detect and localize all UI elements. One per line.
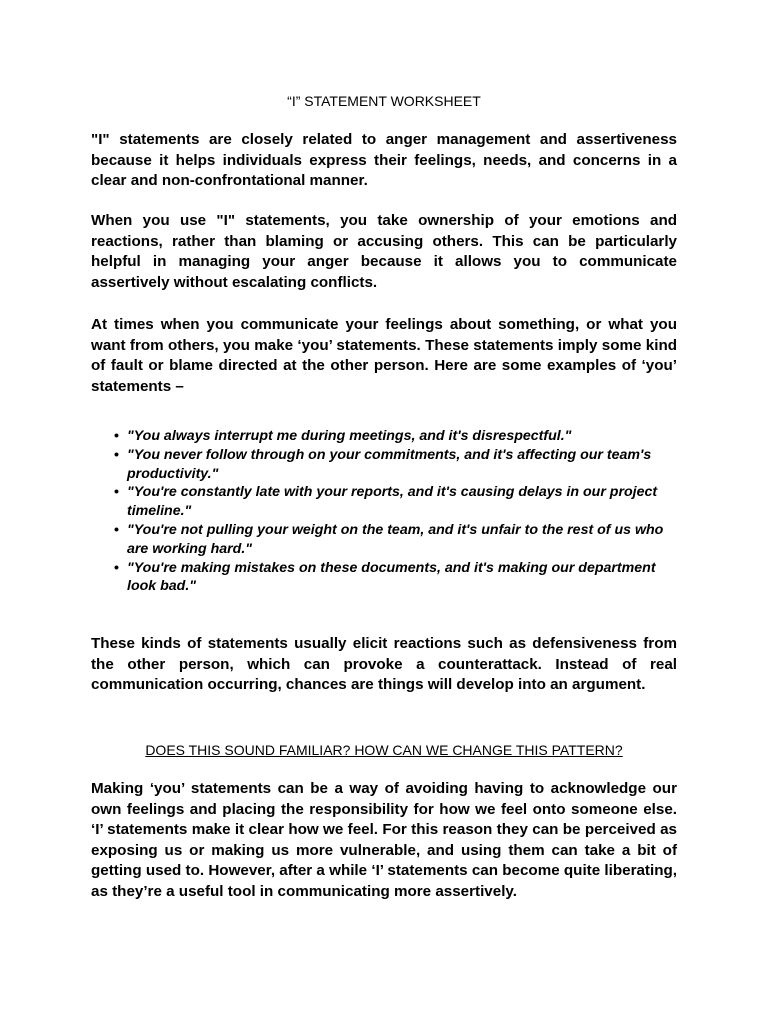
list-item: [114, 446, 687, 484]
list-item: [114, 521, 687, 559]
you-statements-paragraph: At times when you communicate your feelings about something, or what you want from others, you make ‘you’ statements. These statements imply some kind of fault or blame directed at the other person. Here are some examples of ‘you’ statements –: [91, 316, 677, 395]
section-subheading: DOES THIS SOUND FAMILIAR? HOW CAN WE CHANGE THIS PATTERN?: [145, 742, 623, 758]
bullet-icon: •: [114, 559, 119, 576]
intro-paragraph: "I" statements are closely related to anger management and assertiveness because it helps individuals express their feelings, needs, and concerns in a clear and non-confrontational manner.: [91, 131, 677, 189]
example-text: "You're making mistakes on these documents, and it's making our department look bad.": [127, 559, 656, 595]
page-title: “I” STATEMENT WORKSHEET: [287, 93, 481, 109]
reactions-paragraph: These kinds of statements usually elicit reactions such as defensiveness from the other person, which can provoke a counterattack. Instead of real communication occurring, chances are things will develop into an argument.: [91, 635, 677, 693]
closing-paragraph: Making ‘you’ statements can be a way of avoiding having to acknowledge our own feelings and placing the responsibility for how we feel onto someone else. ‘I’ statements make it clear how we feel. For this reason they can be perceived as exposing us or making us more vulnerable, and using them can take a bit of getting used to. However, after a while ‘I’ statements can become quite liberating, as they’re a useful tool in communicating more assertively.: [91, 780, 677, 900]
bullet-icon: •: [114, 428, 119, 444]
list-item: [114, 427, 687, 446]
bullet-icon: •: [114, 484, 119, 501]
example-text: "You never follow through on your commitments, and it's affecting our team's productivity.": [127, 446, 652, 482]
ownership-paragraph: When you use "I" statements, you take ownership of your emotions and reactions, rather than blaming or accusing others. This can be particularly helpful in managing your anger because it allows you to communicate assertively without escalating conflicts.: [91, 212, 677, 291]
example-text: "You're not pulling your weight on the team, and it's unfair to the rest of us who are working hard.": [127, 521, 664, 557]
list-item: [114, 559, 687, 597]
example-text: "You're constantly late with your reports, and it's causing delays in our project timeline.": [127, 484, 658, 520]
bullet-icon: •: [114, 446, 119, 463]
example-text: "You always interrupt me during meetings, and it's disrespectful.": [127, 428, 572, 444]
you-statement-examples-list: [114, 427, 687, 596]
list-item: [114, 483, 687, 521]
bullet-icon: •: [114, 521, 119, 538]
